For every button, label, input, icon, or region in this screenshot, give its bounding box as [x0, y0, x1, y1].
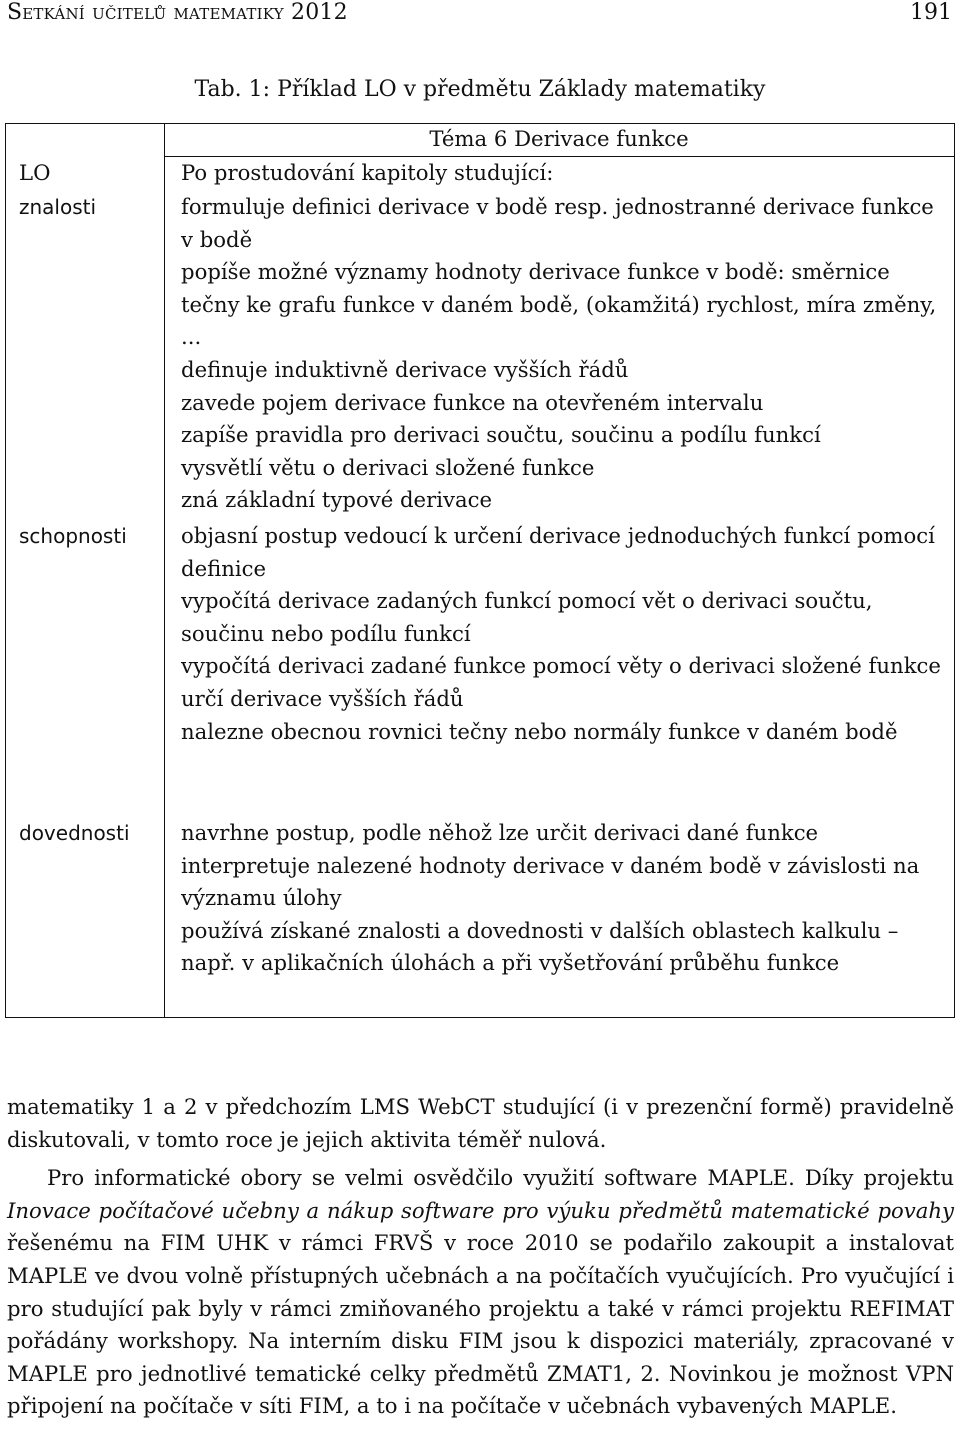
outcome-item: definuje induktivně derivace vyšších řádů: [181, 356, 629, 382]
outcome-item: vypočítá derivaci zadané funkce pomocí věty o derivaci složené funkce: [181, 653, 941, 679]
outcome-item: objasní postup vedoucí k určení derivace jednoduchých funkcí pomocí definice: [181, 523, 935, 581]
project-name: Inovace počítačové učebny a nákup software pro výuku předmětů matematické povahy: [7, 1197, 954, 1223]
column-divider: [164, 124, 165, 1017]
row-category: dovednosti: [19, 821, 130, 845]
outcome-item: zná základní typové derivace: [181, 487, 492, 513]
paragraph-text: Pro informatické obory se velmi osvědčilo využití software MAPLE. Díky projektu: [47, 1165, 954, 1191]
outcome-item: zapíše pravidla pro derivaci součtu, součinu a podílu funkcí: [181, 422, 821, 448]
outcome-item: zavede pojem derivace funkce na otevřeném intervalu: [181, 389, 764, 415]
row-category: schopnosti: [19, 524, 127, 548]
outcome-item: používá získané znalosti a dovednosti v dalších oblastech kalkulu – např. v aplikačních úlohách a při vyšetřování průběhu funkce: [181, 917, 899, 976]
outcome-item: nalezne obecnou rovnici tečny nebo normály funkce v daném bodě: [181, 718, 898, 744]
outcome-item: vysvětlí větu o derivaci složené funkce: [181, 454, 595, 480]
outcome-item: určí derivace vyšších řádů: [181, 685, 464, 711]
outcome-item: formuluje definici derivace v bodě resp. jednostranné derivace funkce v bodě: [181, 194, 934, 252]
row-items: [181, 157, 944, 190]
body-paragraph: [7, 1162, 954, 1423]
page-number: 191: [910, 0, 952, 25]
body-paragraph: matematiky 1 a 2 v předchozím LMS WebCT studující (i v prezenční formě) pravidelně diskutovali, v tomto roce je jejich aktivita téměř nulová.: [7, 1094, 954, 1152]
table-caption: Tab. 1: Příklad LO v předmětu Základy matematiky: [194, 77, 766, 102]
outcome-item: vypočítá derivace zadaných funkcí pomocí vět o derivaci součtu, součinu nebo podílu funkcí: [181, 588, 873, 646]
learning-outcomes-table: [5, 123, 955, 1018]
outcome-item: popíše možné významy hodnoty derivace funkce v bodě: směrnice tečny ke grafu funkce v daném bodě, (okamžitá) rychlost, míra změny, ...: [181, 259, 937, 350]
running-head: [7, 0, 952, 30]
row-category: znalosti: [19, 195, 97, 219]
row-items: [181, 191, 944, 517]
outcome-item: Po prostudování kapitoly studující:: [181, 160, 554, 185]
table-topic: Téma 6 Derivace funkce: [429, 126, 689, 151]
paragraph-text: řešenému na FIM UHK v rámci FRVŠ v roce 2010 se podařilo zakoupit a instalovat MAPLE ve dvou volně přístupných učebnách a na počítačích vyučujících. Pro vyučující i pro studující pak byly v rámci zmiňovaného projektu a také v rámci projektu REFIMAT pořádány workshopy. Na interním disku FIM jsou k dispozici materiály, zpracované v MAPLE pro jednotlivé tematické celky předmětů ZMAT1, 2. Novinkou je možnost VPN připojení na počítače v síti FIM, a to i na počítače v učebnách vybavených MAPLE.: [7, 1230, 954, 1419]
row-items: [181, 520, 944, 748]
row-category: LO: [19, 160, 51, 185]
row-items: [181, 817, 944, 980]
outcome-item: interpretuje nalezené hodnoty derivace v daném bodě v závislosti na významu úlohy: [181, 852, 920, 911]
outcome-item: navrhne postup, podle něhož lze určit derivaci dané funkce: [181, 820, 819, 845]
conference-title: Setkání učitelů matematiky 2012: [7, 0, 348, 25]
